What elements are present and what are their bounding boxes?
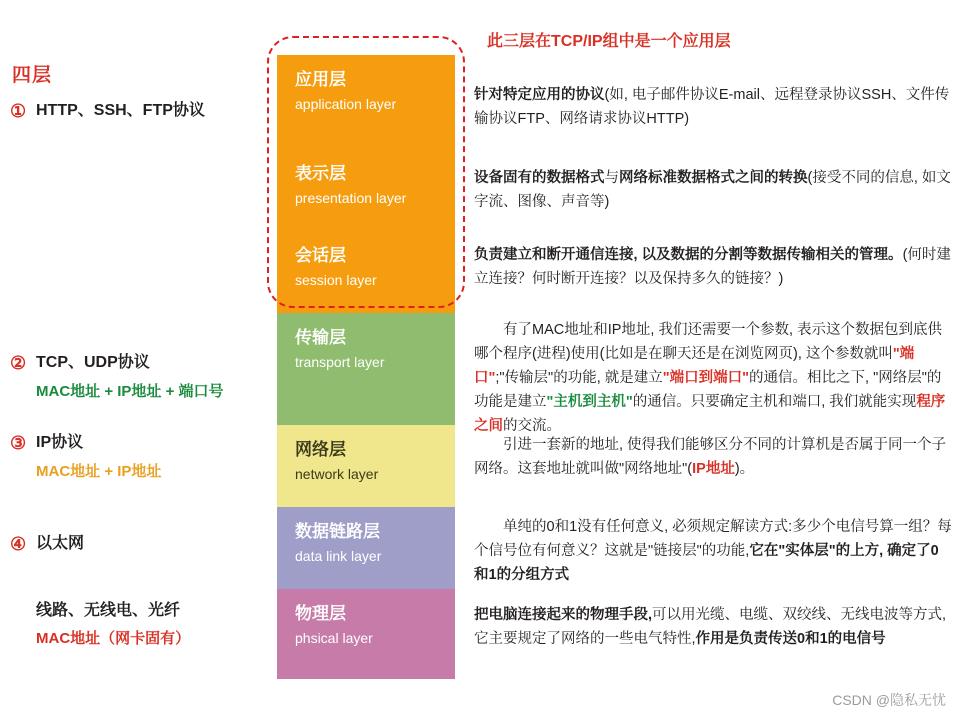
description-transport-p3: 的通信。相比之下, "网络层"的功能是建立 (474, 369, 942, 410)
layer-transport-en: transport layer (295, 353, 385, 370)
left-group-2 (10, 352, 270, 402)
left-group-2-number: ② (10, 353, 27, 373)
description-presentation-lead: 设备固有的数据格式 (474, 170, 605, 186)
layer-data-link-en: data link layer (295, 547, 382, 564)
description-transport-p1: 有了MAC地址和IP地址, 我们还需要一个参数, 表示这个数据包到底供哪个程序(进程)使用(比如是在聊天还是在浏览网页), 这个参数就叫 (474, 322, 943, 362)
layer-application-en: application layer (295, 95, 397, 112)
left-group-1 (10, 100, 270, 123)
description-data-link-bold: 它在"实体层"的上方, 确定了0和1的分组方式 (474, 542, 939, 583)
left-group-4-number: ④ (10, 534, 27, 554)
description-session (474, 244, 952, 292)
description-presentation-rest: (接受不同的信息, 如文字流、图像、声音等) (474, 170, 951, 210)
layer-presentation-cn: 表示层 (295, 164, 346, 183)
description-presentation (474, 167, 952, 215)
description-session-rest: (何时建立连接？何时断开连接？以及保持多久的链接？) (474, 247, 951, 287)
description-presentation-mid: 与 (604, 170, 619, 186)
description-transport-port-to-port: "端口到端口" (662, 369, 750, 386)
description-network-p2: )。 (734, 460, 755, 477)
watermark: CSDN @隐私无忧 (832, 692, 946, 708)
description-transport-p4: 的通信。只要确定主机和端口, 我们就能实现 (632, 393, 917, 410)
description-transport-port: "端口" (474, 345, 915, 386)
description-application-rest: (如, 电子邮件协议E-mail、远程登录协议SSH、文件传输协议FTP、网络请求协议HTTP) (474, 87, 950, 127)
osi-layer-stack (277, 55, 455, 679)
layer-presentation-en: presentation layer (295, 189, 407, 206)
description-physical (474, 604, 952, 652)
tcpip-application-note: 此三层在TCP/IP组中是一个应用层 (487, 33, 731, 50)
description-physical-bold: 作用是负责传送0和1的电信号 (695, 630, 886, 647)
description-application (474, 84, 952, 132)
left-group-5 (10, 600, 270, 649)
layer-transport[interactable] (277, 313, 455, 425)
layer-data-link-cn: 数据链路层 (295, 522, 380, 541)
left-group-3 (10, 432, 270, 482)
left-group-3-label: IP协议 (36, 434, 84, 451)
left-group-3-sublabel: MAC地址 + IP地址 (36, 463, 162, 481)
layer-network-cn: 网络层 (295, 440, 346, 459)
layer-network-en: network layer (295, 465, 379, 482)
description-transport-p5: 的交流。 (503, 417, 561, 434)
layer-session[interactable] (277, 231, 455, 313)
description-network-p1: 引进一套新的地址, 使得我们能够区分不同的计算机是否属于同一个子网络。这套地址就叫做"网络地址"( (474, 437, 947, 477)
layer-application-cn: 应用层 (295, 70, 346, 89)
left-group-5-sublabel: MAC地址（网卡固有） (36, 629, 191, 647)
description-transport-between-programs: 程序之间 (474, 393, 946, 434)
left-group-5-label: 线路、无线电、光纤 (36, 602, 181, 619)
layer-network[interactable] (277, 425, 455, 507)
description-data-link (474, 516, 952, 588)
left-group-1-label: HTTP、SSH、FTP协议 (36, 102, 205, 119)
description-network (474, 434, 952, 482)
layer-physical-cn: 物理层 (295, 604, 346, 623)
description-transport (474, 319, 952, 439)
left-group-2-label: TCP、UDP协议 (36, 354, 150, 371)
layer-data-link[interactable] (277, 507, 455, 589)
layer-physical[interactable] (277, 589, 455, 679)
description-presentation-lead2: 网络标准数据格式之间的转换 (619, 170, 808, 186)
description-application-lead: 针对特定应用的协议 (474, 87, 605, 103)
description-data-link-p1: 单纯的0和1没有任何意义, 必须规定解读方式:多少个电信号算一组？每个信号位有何意义？这就是"链接层"的功能, (474, 519, 952, 559)
layer-application[interactable] (277, 55, 455, 149)
left-group-4 (10, 533, 270, 556)
description-physical-lead: 把电脑连接起来的物理手段, (474, 607, 653, 623)
layer-transport-cn: 传输层 (295, 328, 346, 347)
description-session-lead: 负责建立和断开通信连接, 以及数据的分割等数据传输相关的管理。 (474, 247, 903, 263)
description-network-ip: IP地址 (692, 460, 735, 477)
layer-session-en: session layer (295, 271, 377, 288)
left-group-2-sublabel: MAC地址 + IP地址 + 端口号 (36, 383, 224, 401)
left-group-3-number: ③ (10, 433, 27, 453)
left-group-1-number: ① (10, 101, 27, 121)
description-transport-p2: ;"传输层"的功能, 就是建立 (495, 369, 663, 386)
layer-physical-en: phsical layer (295, 629, 373, 646)
left-title: 四层 (12, 65, 53, 86)
layer-presentation[interactable] (277, 149, 455, 231)
left-group-4-label: 以太网 (36, 535, 85, 552)
description-physical-p1: 可以用光缆、电缆、双绞线、无线电波等方式, 它主要规定了网络的一些电气特性, (474, 607, 947, 647)
description-transport-host-to-host: "主机到主机" (546, 393, 633, 410)
layer-session-cn: 会话层 (295, 246, 346, 265)
